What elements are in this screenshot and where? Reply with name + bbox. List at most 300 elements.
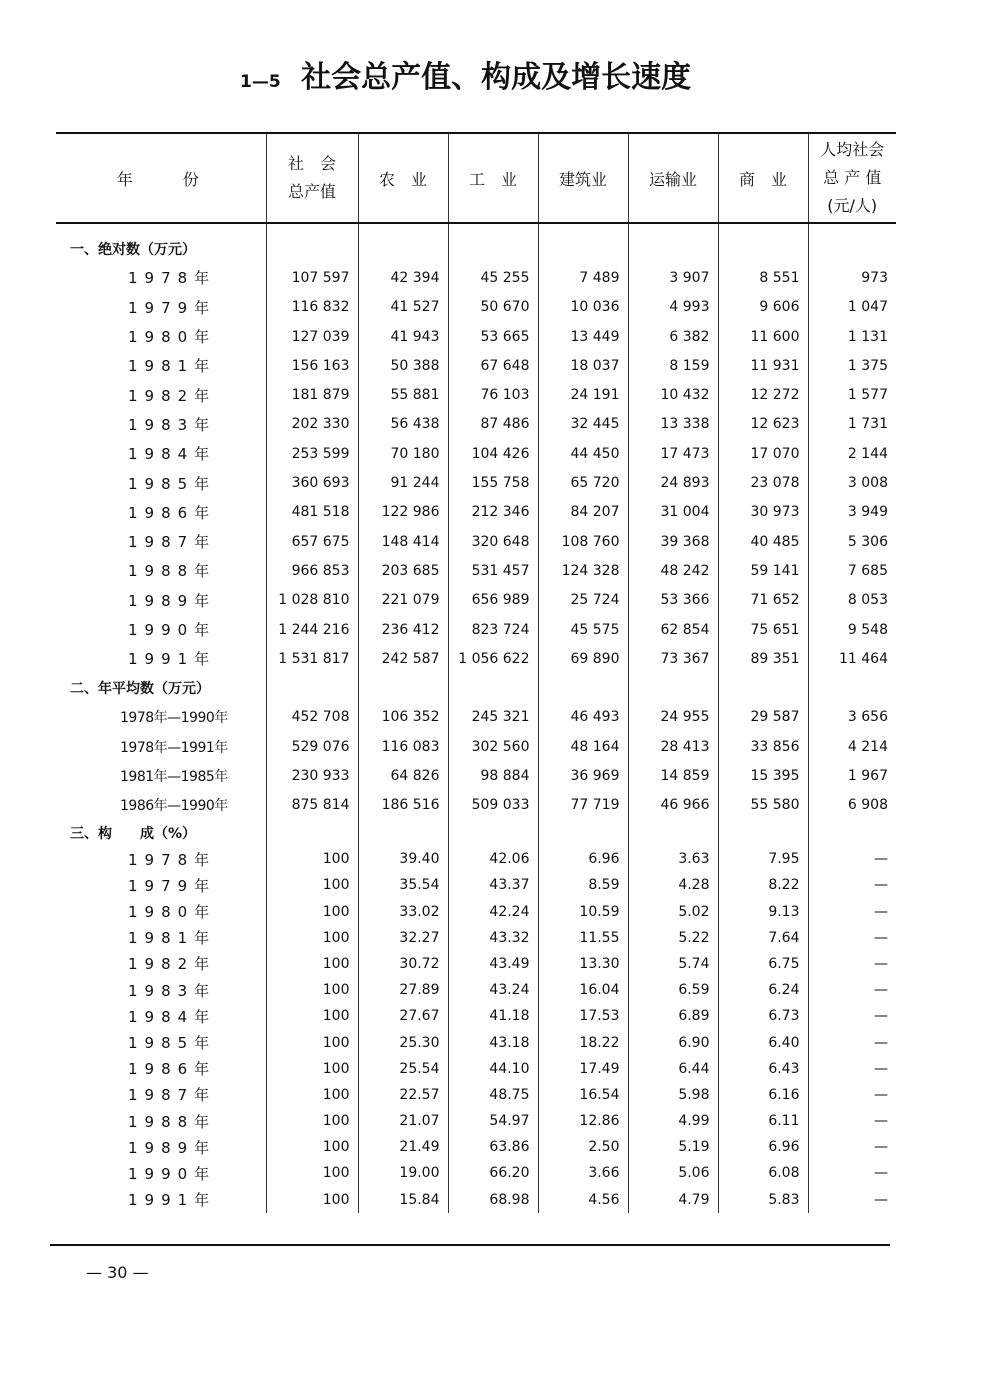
table-cell: — <box>808 1029 896 1055</box>
table-cell: 54.97 <box>448 1108 538 1134</box>
table-cell: — <box>808 846 896 872</box>
table-cell: 100 <box>266 1108 358 1134</box>
table-cell: 5.22 <box>628 925 718 951</box>
table-cell: 53 366 <box>628 586 718 615</box>
row-label: 1984年 <box>128 445 217 464</box>
table-cell: 122 986 <box>358 498 448 527</box>
table-cell: 8 159 <box>628 351 718 380</box>
row-label: 1986年—1990年 <box>120 798 228 815</box>
table-cell: — <box>808 1003 896 1029</box>
row-label: 1989年 <box>128 591 217 610</box>
table-cell: 18 037 <box>538 351 628 380</box>
table-cell: 24 191 <box>538 380 628 409</box>
row-label: 1987年 <box>128 533 217 552</box>
table-cell: 11.55 <box>538 925 628 951</box>
table-cell: 23 078 <box>718 468 808 497</box>
bottom-rule <box>50 1244 890 1246</box>
table-row <box>56 527 896 556</box>
table-cell: 452 708 <box>266 703 358 732</box>
table-cell: — <box>808 925 896 951</box>
table-cell: 10.59 <box>538 899 628 925</box>
table-row <box>56 293 896 322</box>
row-label: 1982年 <box>128 955 217 974</box>
table-cell: 1 967 <box>808 761 896 790</box>
table-cell: 65 720 <box>538 468 628 497</box>
table-cell: 6.43 <box>718 1056 808 1082</box>
table-cell: 100 <box>266 899 358 925</box>
table-cell: 33.02 <box>358 899 448 925</box>
table-cell: 966 853 <box>266 556 358 585</box>
row-label: 1983年 <box>128 415 217 434</box>
table-cell: 2 144 <box>808 439 896 468</box>
table-cell: 302 560 <box>448 732 538 761</box>
table-cell: 46 493 <box>538 703 628 732</box>
table-cell: 1 056 622 <box>448 644 538 673</box>
table-cell: 87 486 <box>448 410 538 439</box>
header-per-capita: 人均社会 总 产 值 (元/人) <box>808 133 896 223</box>
table-cell: 71 652 <box>718 586 808 615</box>
table-cell: 212 346 <box>448 498 538 527</box>
table-cell: 6.24 <box>718 977 808 1003</box>
row-label: 1981年 <box>128 357 217 376</box>
table-cell: 35.54 <box>358 872 448 898</box>
table-cell: 17 473 <box>628 439 718 468</box>
table-cell: 181 879 <box>266 380 358 409</box>
table-cell: 75 651 <box>718 615 808 644</box>
composition-section <box>56 820 896 1213</box>
table-cell: 15 395 <box>718 761 808 790</box>
table-cell: 7.95 <box>718 846 808 872</box>
table-row <box>56 899 896 925</box>
table-row <box>56 977 896 1003</box>
table-cell: 3.63 <box>628 846 718 872</box>
row-label: 1978年 <box>128 850 217 869</box>
table-cell: 6.75 <box>718 951 808 977</box>
table-cell: 3 949 <box>808 498 896 527</box>
table-cell: 24 893 <box>628 468 718 497</box>
header-transport: 运输业 <box>628 133 718 223</box>
table-cell: 17.53 <box>538 1003 628 1029</box>
table-cell: — <box>808 1108 896 1134</box>
table-cell: — <box>808 1056 896 1082</box>
table-cell: 41.18 <box>448 1003 538 1029</box>
table-cell: 3 656 <box>808 703 896 732</box>
table-cell: 63.86 <box>448 1134 538 1160</box>
table-cell: 9 606 <box>718 293 808 322</box>
table-cell: 66.20 <box>448 1160 538 1186</box>
table-cell: 42.24 <box>448 899 538 925</box>
row-label: 1991年 <box>128 1191 217 1210</box>
table-cell: 33 856 <box>718 732 808 761</box>
row-label: 1978年—1990年 <box>120 710 228 727</box>
table-cell: 1 577 <box>808 380 896 409</box>
table-cell: 30 973 <box>718 498 808 527</box>
table-cell: 6 908 <box>808 791 896 820</box>
table-cell: 76 103 <box>448 380 538 409</box>
table-cell: 656 989 <box>448 586 538 615</box>
row-label: 1988年 <box>128 562 217 581</box>
row-label: 1978年 <box>128 269 217 288</box>
table-cell: 320 648 <box>448 527 538 556</box>
table-cell: 91 244 <box>358 468 448 497</box>
table-cell: — <box>808 1187 896 1213</box>
table-cell: 7 685 <box>808 556 896 585</box>
table-cell: 24 955 <box>628 703 718 732</box>
table-cell: 13 338 <box>628 410 718 439</box>
table-cell: 48.75 <box>448 1082 538 1108</box>
table-cell: 46 966 <box>628 791 718 820</box>
average-section <box>56 673 896 819</box>
header-commerce: 商 业 <box>718 133 808 223</box>
header-industry: 工 业 <box>448 133 538 223</box>
table-cell: 7 489 <box>538 263 628 292</box>
row-label: 1984年 <box>128 1007 217 1026</box>
table-row <box>56 1160 896 1186</box>
table-cell: 39.40 <box>358 846 448 872</box>
table-cell: 10 432 <box>628 380 718 409</box>
table-cell: 100 <box>266 977 358 1003</box>
table-cell: 8 053 <box>808 586 896 615</box>
table-cell: — <box>808 977 896 1003</box>
table-row <box>56 732 896 761</box>
table-cell: 43.18 <box>448 1029 538 1055</box>
table-cell: 12.86 <box>538 1108 628 1134</box>
table-row <box>56 1082 896 1108</box>
table-cell: 186 516 <box>358 791 448 820</box>
table-row <box>56 761 896 790</box>
header-year: 年 份 <box>56 133 266 223</box>
row-label: 1990年 <box>128 621 217 639</box>
table-cell: 481 518 <box>266 498 358 527</box>
table-row <box>56 925 896 951</box>
table-row <box>56 586 896 615</box>
table-cell: 69 890 <box>538 644 628 673</box>
table-cell: 529 076 <box>266 732 358 761</box>
table-cell: 4.79 <box>628 1187 718 1213</box>
table-cell: 7.64 <box>718 925 808 951</box>
table-cell: 45 255 <box>448 263 538 292</box>
row-label: 1978年—1991年 <box>120 739 228 756</box>
row-label: 1981年 <box>128 929 217 948</box>
table-cell: 1 047 <box>808 293 896 322</box>
table-cell: 973 <box>808 263 896 292</box>
table-cell: 56 438 <box>358 410 448 439</box>
table-cell: 25.54 <box>358 1056 448 1082</box>
table-cell: 5.74 <box>628 951 718 977</box>
table-cell: 40 485 <box>718 527 808 556</box>
table-cell: 48 242 <box>628 556 718 585</box>
row-label: 1988年 <box>128 1112 217 1131</box>
table-cell: 100 <box>266 872 358 898</box>
table-cell: 100 <box>266 1029 358 1055</box>
table-row <box>56 791 896 820</box>
section-heading-absolute: 一、绝对数（万元） <box>56 234 896 263</box>
table-cell: 32.27 <box>358 925 448 951</box>
table-cell: 156 163 <box>266 351 358 380</box>
table-cell: 823 724 <box>448 615 538 644</box>
table-cell: 11 464 <box>808 644 896 673</box>
table-cell: 21.07 <box>358 1108 448 1134</box>
table-cell: 42.06 <box>448 846 538 872</box>
table-cell: 6.96 <box>718 1134 808 1160</box>
table-cell: 100 <box>266 1003 358 1029</box>
table-cell: 67 648 <box>448 351 538 380</box>
table-cell: 11 931 <box>718 351 808 380</box>
table-cell: 19.00 <box>358 1160 448 1186</box>
table-row <box>56 322 896 351</box>
table-cell: 28 413 <box>628 732 718 761</box>
table-row <box>56 380 896 409</box>
table-cell: 27.89 <box>358 977 448 1003</box>
section-heading-composition: 三、构 成（%） <box>56 820 896 846</box>
table-cell: 5.19 <box>628 1134 718 1160</box>
table-row <box>56 439 896 468</box>
table-cell: — <box>808 1160 896 1186</box>
table-header <box>56 133 896 223</box>
row-label: 1980年 <box>128 903 217 922</box>
row-label: 1980年 <box>128 328 217 347</box>
table-row <box>56 556 896 585</box>
table-cell: 84 207 <box>538 498 628 527</box>
table-cell: 55 881 <box>358 380 448 409</box>
absolute-section <box>56 223 896 673</box>
table-cell: — <box>808 1134 896 1160</box>
table-cell: 100 <box>266 925 358 951</box>
table-cell: 73 367 <box>628 644 718 673</box>
table-cell: 8.59 <box>538 872 628 898</box>
table-cell: 43.49 <box>448 951 538 977</box>
table-cell: 6.73 <box>718 1003 808 1029</box>
table-cell: 100 <box>266 1134 358 1160</box>
table-cell: 5.83 <box>718 1187 808 1213</box>
table-cell: 6.90 <box>628 1029 718 1055</box>
table-cell: 100 <box>266 846 358 872</box>
table-cell: 148 414 <box>358 527 448 556</box>
table-cell: 6.40 <box>718 1029 808 1055</box>
table-cell: 22.57 <box>358 1082 448 1108</box>
table-cell: 11 600 <box>718 322 808 351</box>
table-cell: — <box>808 951 896 977</box>
statistics-table <box>56 132 896 1213</box>
row-label: 1981年—1985年 <box>120 768 228 785</box>
table-cell: 3 008 <box>808 468 896 497</box>
table-row <box>56 1108 896 1134</box>
table-title: 社会总产值、构成及增长速度 <box>301 60 692 95</box>
table-cell: 1 531 817 <box>266 644 358 673</box>
table-cell: 25.30 <box>358 1029 448 1055</box>
table-cell: 41 527 <box>358 293 448 322</box>
table-cell: 4 993 <box>628 293 718 322</box>
table-cell: 5.98 <box>628 1082 718 1108</box>
table-cell: 17 070 <box>718 439 808 468</box>
table-cell: 1 028 810 <box>266 586 358 615</box>
table-cell: 2.50 <box>538 1134 628 1160</box>
table-cell: 42 394 <box>358 263 448 292</box>
table-cell: 15.84 <box>358 1187 448 1213</box>
table-cell: 6.96 <box>538 846 628 872</box>
table-number: 1—5 <box>240 72 281 92</box>
table-cell: 1 131 <box>808 322 896 351</box>
row-label: 1979年 <box>128 876 217 895</box>
table-cell: 875 814 <box>266 791 358 820</box>
section-heading-average: 二、年平均数（万元） <box>56 673 896 702</box>
table-row <box>56 468 896 497</box>
table-row <box>56 951 896 977</box>
row-label: 1983年 <box>128 981 217 1000</box>
table-cell: 3 907 <box>628 263 718 292</box>
table-cell: 6.59 <box>628 977 718 1003</box>
row-label: 1990年 <box>128 1164 217 1183</box>
table-cell: 104 426 <box>448 439 538 468</box>
table-row <box>56 1029 896 1055</box>
table-row <box>56 410 896 439</box>
table-cell: 43.32 <box>448 925 538 951</box>
table-cell: 4.99 <box>628 1108 718 1134</box>
table-cell: 203 685 <box>358 556 448 585</box>
table-cell: 4 214 <box>808 732 896 761</box>
table-cell: 50 670 <box>448 293 538 322</box>
table-cell: 230 933 <box>266 761 358 790</box>
table-cell: 17.49 <box>538 1056 628 1082</box>
table-cell: 10 036 <box>538 293 628 322</box>
table-cell: 12 272 <box>718 380 808 409</box>
table-cell: 98 884 <box>448 761 538 790</box>
table-cell: 41 943 <box>358 322 448 351</box>
table-cell: 89 351 <box>718 644 808 673</box>
table-cell: 13 449 <box>538 322 628 351</box>
table-cell: 155 758 <box>448 468 538 497</box>
statistics-table-container <box>56 132 896 1213</box>
table-cell: — <box>808 872 896 898</box>
table-cell: 100 <box>266 1056 358 1082</box>
row-label: 1985年 <box>128 1034 217 1053</box>
table-row <box>56 615 896 644</box>
table-cell: 36 969 <box>538 761 628 790</box>
header-construction: 建筑业 <box>538 133 628 223</box>
row-label: 1985年 <box>128 474 217 493</box>
table-cell: — <box>808 899 896 925</box>
row-label: 1986年 <box>128 1060 217 1079</box>
table-cell: 8.22 <box>718 872 808 898</box>
table-row <box>56 644 896 673</box>
table-cell: 657 675 <box>266 527 358 556</box>
table-cell: 221 079 <box>358 586 448 615</box>
table-cell: 18.22 <box>538 1029 628 1055</box>
table-cell: 531 457 <box>448 556 538 585</box>
table-cell: 21.49 <box>358 1134 448 1160</box>
table-cell: 106 352 <box>358 703 448 732</box>
table-cell: 5.02 <box>628 899 718 925</box>
table-cell: 6.11 <box>718 1108 808 1134</box>
table-cell: 1 731 <box>808 410 896 439</box>
table-cell: 16.04 <box>538 977 628 1003</box>
table-cell: 12 623 <box>718 410 808 439</box>
table-cell: 59 141 <box>718 556 808 585</box>
table-row <box>56 498 896 527</box>
table-cell: 3.66 <box>538 1160 628 1186</box>
table-cell: 50 388 <box>358 351 448 380</box>
table-cell: 70 180 <box>358 439 448 468</box>
table-cell: 5.06 <box>628 1160 718 1186</box>
table-cell: 29 587 <box>718 703 808 732</box>
table-cell: 6.08 <box>718 1160 808 1186</box>
table-cell: 108 760 <box>538 527 628 556</box>
table-row <box>56 1187 896 1213</box>
table-cell: 68.98 <box>448 1187 538 1213</box>
table-cell: 116 832 <box>266 293 358 322</box>
table-cell: 9.13 <box>718 899 808 925</box>
table-cell: 127 039 <box>266 322 358 351</box>
row-label: 1987年 <box>128 1086 217 1105</box>
table-cell: 6.89 <box>628 1003 718 1029</box>
table-cell: 100 <box>266 1082 358 1108</box>
table-cell: 4.56 <box>538 1187 628 1213</box>
table-row <box>56 351 896 380</box>
table-cell: 8 551 <box>718 263 808 292</box>
table-cell: — <box>808 1082 896 1108</box>
table-cell: 116 083 <box>358 732 448 761</box>
table-row <box>56 1056 896 1082</box>
table-row <box>56 263 896 292</box>
table-cell: 32 445 <box>538 410 628 439</box>
table-cell: 9 548 <box>808 615 896 644</box>
row-label: 1986年 <box>128 503 217 522</box>
row-label: 1991年 <box>128 650 217 669</box>
table-cell: 30.72 <box>358 951 448 977</box>
table-cell: 53 665 <box>448 322 538 351</box>
table-cell: 62 854 <box>628 615 718 644</box>
table-row <box>56 1134 896 1160</box>
header-agriculture: 农 业 <box>358 133 448 223</box>
table-cell: 236 412 <box>358 615 448 644</box>
table-cell: 39 368 <box>628 527 718 556</box>
header-gross-output: 社 会 总产值 <box>266 133 358 223</box>
table-cell: 25 724 <box>538 586 628 615</box>
table-cell: 16.54 <box>538 1082 628 1108</box>
row-label: 1989年 <box>128 1138 217 1157</box>
table-cell: 43.24 <box>448 977 538 1003</box>
table-cell: 44.10 <box>448 1056 538 1082</box>
table-cell: 245 321 <box>448 703 538 732</box>
row-label: 1982年 <box>128 386 217 405</box>
table-cell: 100 <box>266 1187 358 1213</box>
table-row <box>56 872 896 898</box>
table-cell: 6.44 <box>628 1056 718 1082</box>
table-cell: 360 693 <box>266 468 358 497</box>
table-cell: 27.67 <box>358 1003 448 1029</box>
table-cell: 5 306 <box>808 527 896 556</box>
table-cell: 253 599 <box>266 439 358 468</box>
table-cell: 14 859 <box>628 761 718 790</box>
table-cell: 43.37 <box>448 872 538 898</box>
table-cell: 77 719 <box>538 791 628 820</box>
table-cell: 4.28 <box>628 872 718 898</box>
table-cell: 44 450 <box>538 439 628 468</box>
table-cell: 202 330 <box>266 410 358 439</box>
table-cell: 55 580 <box>718 791 808 820</box>
table-cell: 242 587 <box>358 644 448 673</box>
table-cell: 100 <box>266 1160 358 1186</box>
table-cell: 124 328 <box>538 556 628 585</box>
table-cell: 6 382 <box>628 322 718 351</box>
table-row <box>56 1003 896 1029</box>
table-cell: 1 375 <box>808 351 896 380</box>
table-cell: 64 826 <box>358 761 448 790</box>
table-cell: 1 244 216 <box>266 615 358 644</box>
table-cell: 509 033 <box>448 791 538 820</box>
table-cell: 48 164 <box>538 732 628 761</box>
table-row <box>56 703 896 732</box>
